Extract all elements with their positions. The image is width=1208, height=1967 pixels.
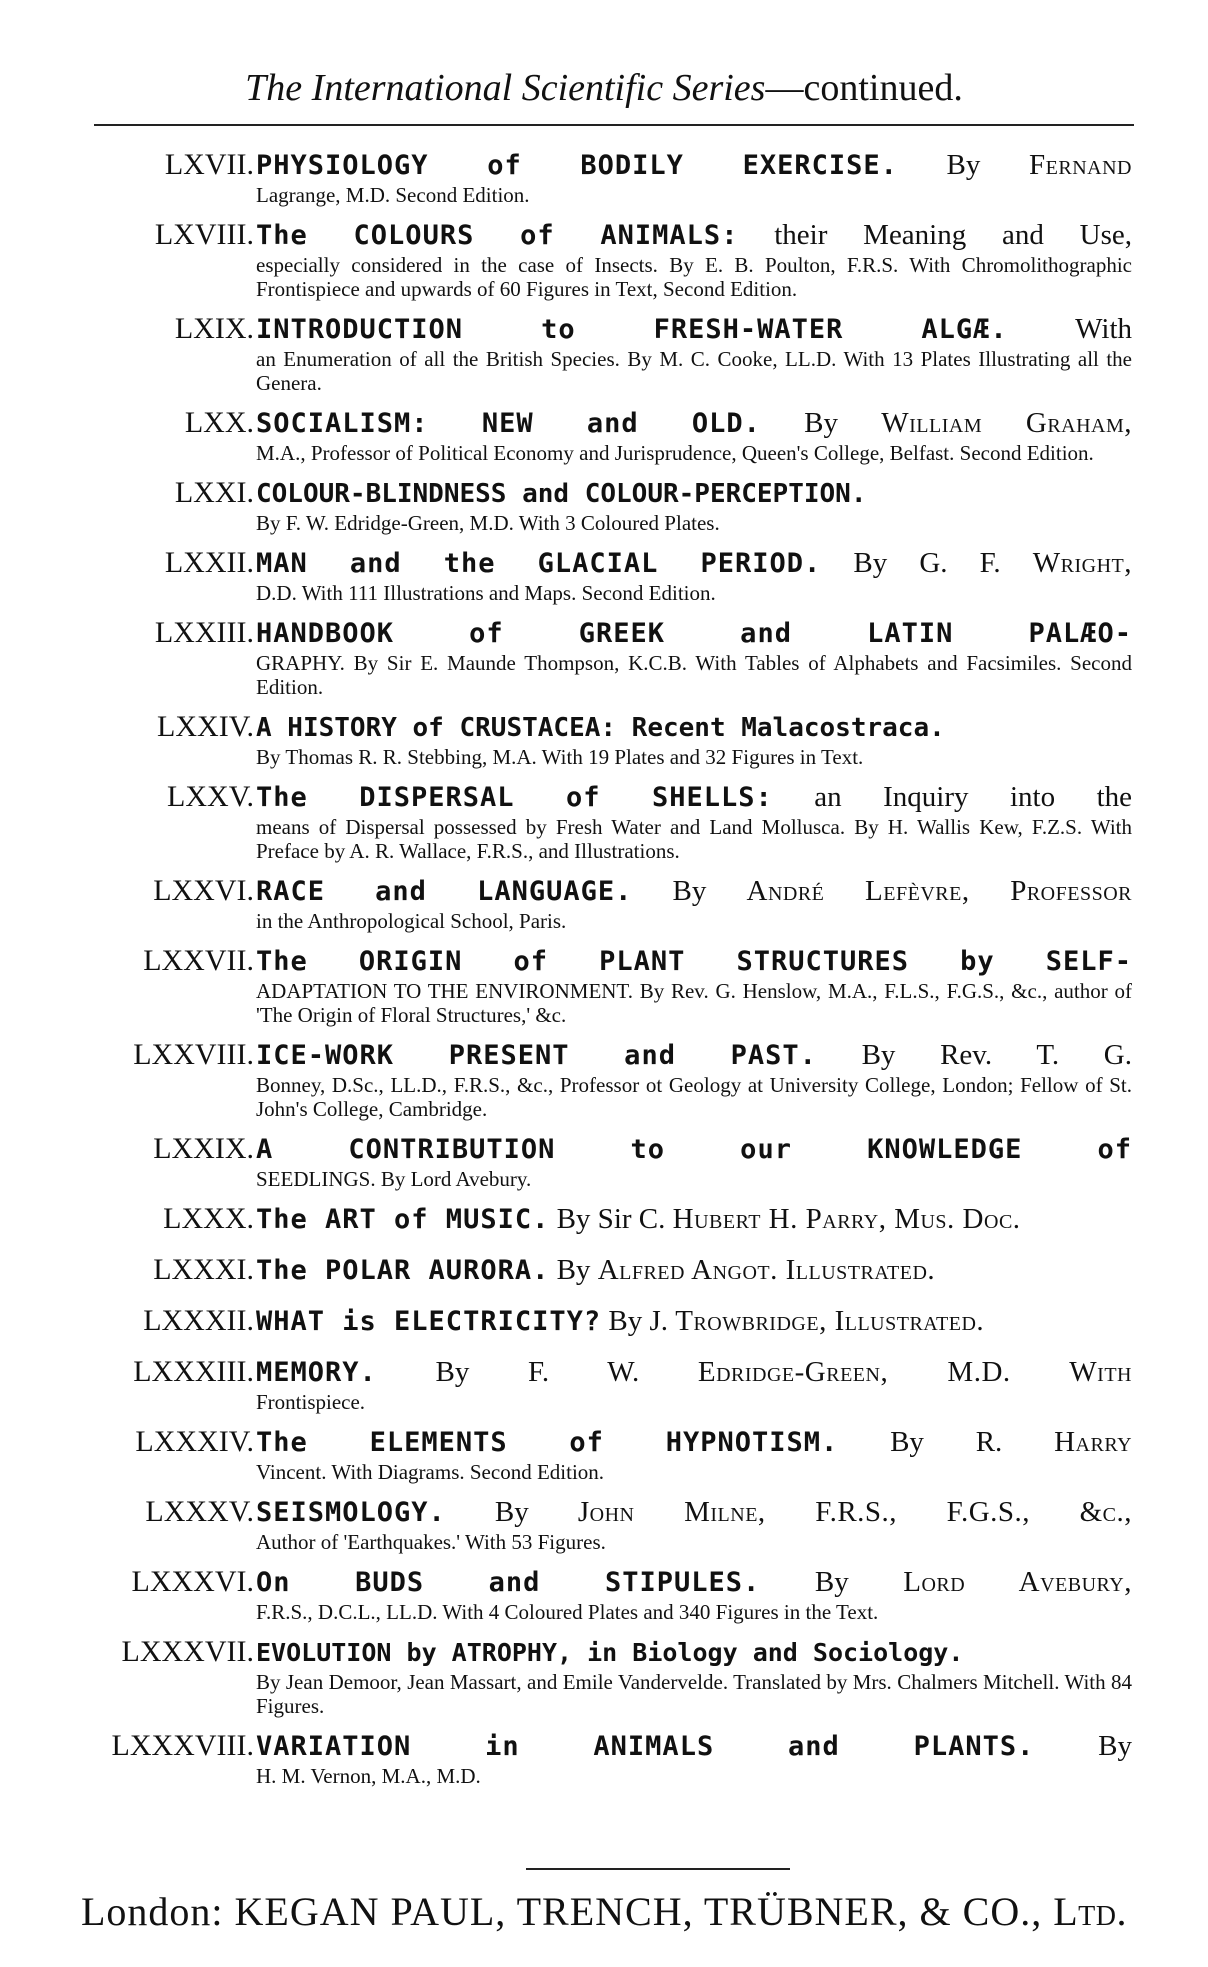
entry-number: LXVIII. — [154, 218, 254, 251]
publisher-imprint — [0, 1888, 1208, 1935]
entry-author: Edridge-Green, M.D. With — [697, 1356, 1132, 1388]
entry-title: The ART of MUSIC. — [256, 1204, 550, 1235]
entry-title: The DISPERSAL of SHELLS: — [256, 782, 773, 813]
list-item — [0, 874, 1208, 933]
list-item — [0, 944, 1208, 1027]
entry-author-intro: By — [556, 1254, 591, 1286]
imprint-ltd: Ltd. — [1053, 1889, 1127, 1934]
list-item — [0, 312, 1208, 395]
entry-number: LXXVI. — [153, 874, 254, 907]
entry-author-intro: an Inquiry into the — [814, 781, 1132, 813]
entry-number: LXXI. — [174, 476, 254, 509]
entry-description: in the Anthropological School, Paris. — [256, 909, 567, 933]
entry-description: By Jean Demoor, Jean Massart, and Emile Vandervelde. Translated by Mrs. Chalmers Mitchell. With 84 Figures. — [256, 1670, 1132, 1718]
entry-number: LXXVII. — [143, 944, 254, 977]
entry-description: GRAPHY. By Sir E. Maunde Thompson, K.C.B. With Tables of Alphabets and Facsimiles. Second Edition. — [256, 651, 1132, 699]
list-item — [0, 1038, 1208, 1121]
entry-title: EVOLUTION by ATROPHY, in Biology and Sociology. — [256, 1638, 964, 1667]
entry-description: Frontispiece. — [256, 1390, 366, 1414]
entry-author-intro: their Meaning and Use, — [774, 219, 1132, 251]
entry-author: Wright, — [1032, 547, 1132, 579]
bottom-rule — [526, 1868, 790, 1870]
entry-number: LXX. — [184, 406, 254, 439]
series-title: The International Scientific Series — [245, 67, 766, 109]
entry-title: A HISTORY of CRUSTACEA: Recent Malacostraca. — [256, 713, 945, 743]
entry-number: LXVII. — [164, 148, 254, 181]
entry-description: M.A., Professor of Political Economy and Jurisprudence, Queen's College, Belfast. Second Edition. — [256, 441, 1094, 465]
entry-number: LXXV. — [167, 780, 254, 813]
entry-title: RACE and LANGUAGE. — [256, 876, 633, 907]
imprint-publisher: KEGAN PAUL, TRENCH, TRÜBNER, & CO., — [234, 1889, 1043, 1934]
entry-number: LXXXIV. — [135, 1425, 254, 1458]
list-item — [0, 1355, 1208, 1414]
list-item — [0, 546, 1208, 605]
entry-description: an Enumeration of all the British Species. By M. C. Cooke, LL.D. With 13 Plates Illustrating all the Genera. — [256, 347, 1132, 395]
list-item — [0, 218, 1208, 301]
list-item — [0, 1304, 1208, 1344]
entry-description: especially considered in the case of Insects. By E. B. Poulton, F.R.S. With Chromolithographic Frontispiece and upwards of 60 Figures in Text, Second Edition. — [256, 253, 1132, 301]
entry-number: LXXII. — [164, 546, 254, 579]
entry-author: Hubert H. Parry, Mus. Doc. — [672, 1203, 1021, 1235]
entry-number: LXXIII. — [154, 616, 254, 649]
entry-author: Harry — [1054, 1426, 1132, 1458]
entry-title: ICE-WORK PRESENT and PAST. — [256, 1040, 817, 1071]
entry-author-intro: By Rev. T. G. — [861, 1039, 1132, 1071]
entry-description: means of Dispersal possessed by Fresh Water and Land Mollusca. By H. Wallis Kew, F.Z.S. With Preface by A. R. Wallace, F.R.S., and Illustrations. — [256, 815, 1132, 863]
entry-description: By Thomas R. R. Stebbing, M.A. With 19 Plates and 32 Figures in Text. — [256, 745, 864, 769]
entry-title: VARIATION in ANIMALS and PLANTS. — [256, 1731, 1035, 1762]
entry-title: WHAT is ELECTRICITY? — [256, 1306, 602, 1337]
entry-description: Bonney, D.Sc., LL.D., F.R.S., &c., Professor ot Geology at University College, London; Fellow of St. John's College, Cambridge. — [256, 1073, 1132, 1121]
entry-title: INTRODUCTION to FRESH-WATER ALGÆ. — [256, 314, 1008, 345]
list-item — [0, 148, 1208, 207]
entry-author-intro: By F. W. — [435, 1356, 640, 1388]
list-item — [0, 710, 1208, 769]
entry-author-intro: By — [672, 875, 707, 907]
entry-author-intro: With — [1075, 313, 1132, 345]
entry-number: LXXXV. — [145, 1495, 254, 1528]
entry-author-intro: By J. — [608, 1305, 668, 1337]
entry-title: The POLAR AURORA. — [256, 1255, 550, 1286]
entry-description: D.D. With 111 Illustrations and Maps. Second Edition. — [256, 581, 716, 605]
entry-author-intro: By — [814, 1566, 849, 1598]
list-item — [0, 1202, 1208, 1242]
entry-number: LXXIX. — [153, 1132, 254, 1165]
list-item — [0, 1729, 1208, 1788]
entry-number: LXXXIII. — [133, 1355, 254, 1388]
entry-title: A CONTRIBUTION to our KNOWLEDGE of — [256, 1134, 1132, 1165]
entry-title: PHYSIOLOGY of BODILY EXERCISE. — [256, 150, 898, 181]
list-item — [0, 1635, 1208, 1718]
entry-title: MAN and the GLACIAL PERIOD. — [256, 548, 822, 579]
entry-author: William Graham, — [881, 407, 1132, 439]
entry-title: HANDBOOK of GREEK and LATIN PALÆO- — [256, 618, 1132, 649]
top-rule — [94, 124, 1134, 126]
entry-description: Vincent. With Diagrams. Second Edition. — [256, 1460, 605, 1484]
entry-number: LXXIV. — [157, 710, 254, 743]
entry-author-intro: By R. — [890, 1426, 1003, 1458]
entry-description: H. M. Vernon, M.A., M.D. — [256, 1764, 481, 1788]
entry-title: SOCIALISM: NEW and OLD. — [256, 408, 761, 439]
entry-description: Lagrange, M.D. Second Edition. — [256, 183, 530, 207]
entry-title: COLOUR-BLINDNESS and COLOUR-PERCEPTION. — [256, 479, 867, 509]
entry-author: Trowbridge, Illustrated. — [675, 1305, 985, 1337]
entry-author-intro: By Sir C. — [556, 1203, 666, 1235]
entry-author-intro: By G. F. — [853, 547, 1001, 579]
entry-description: SEEDLINGS. By Lord Avebury. — [256, 1167, 532, 1191]
entry-author-intro: By — [494, 1496, 529, 1528]
list-item — [0, 1565, 1208, 1624]
header-continued: —continued. — [765, 67, 963, 109]
entry-number: LXXXVII. — [121, 1635, 254, 1668]
series-list — [0, 148, 1208, 1799]
entry-author-intro: By — [1098, 1730, 1132, 1762]
entry-title: MEMORY. — [256, 1357, 377, 1388]
list-item — [0, 1495, 1208, 1554]
list-item — [0, 406, 1208, 465]
entry-title: SEISMOLOGY. — [256, 1497, 446, 1528]
list-item — [0, 1132, 1208, 1191]
entry-description: ADAPTATION TO THE ENVIRONMENT. By Rev. G. Henslow, M.A., F.L.S., F.G.S., &c., author of 'The Origin of Floral Structures,' &c. — [256, 979, 1132, 1027]
list-item — [0, 616, 1208, 699]
entry-description: F.R.S., D.C.L., LL.D. With 4 Coloured Plates and 340 Figures in the Text. — [256, 1600, 879, 1624]
entry-author: Lord Avebury, — [903, 1566, 1132, 1598]
entry-title: On BUDS and STIPULES. — [256, 1567, 761, 1598]
entry-number: LXXXI. — [153, 1253, 254, 1286]
entry-number: LXXXVI. — [131, 1565, 254, 1598]
entry-author: John Milne, F.R.S., F.G.S., &c., — [577, 1496, 1132, 1528]
entry-description: By F. W. Edridge-Green, M.D. With 3 Coloured Plates. — [256, 511, 720, 535]
entry-author-intro: By — [946, 149, 981, 181]
list-item — [0, 1425, 1208, 1484]
entry-number: LXXXVIII. — [111, 1729, 254, 1762]
entry-author-intro: By — [804, 407, 838, 439]
entry-number: LXXVIII. — [133, 1038, 254, 1071]
page-header — [0, 66, 1208, 110]
entry-author: Alfred Angot. Illustrated. — [597, 1254, 936, 1286]
list-item — [0, 1253, 1208, 1293]
entry-number: LXIX. — [174, 312, 254, 345]
entry-number: LXXX. — [163, 1202, 254, 1235]
entry-description: Author of 'Earthquakes.' With 53 Figures. — [256, 1530, 606, 1554]
entry-author: André Lefèvre, Professor — [746, 875, 1132, 907]
list-item — [0, 780, 1208, 863]
imprint-city: London: — [81, 1889, 224, 1934]
entry-author: Fernand — [1029, 149, 1132, 181]
entry-number: LXXXII. — [143, 1304, 254, 1337]
entry-title: The ORIGIN of PLANT STRUCTURES by SELF- — [256, 946, 1132, 977]
entry-title: The ELEMENTS of HYPNOTISM. — [256, 1427, 839, 1458]
list-item — [0, 476, 1208, 535]
entry-title: The COLOURS of ANIMALS: — [256, 220, 739, 251]
